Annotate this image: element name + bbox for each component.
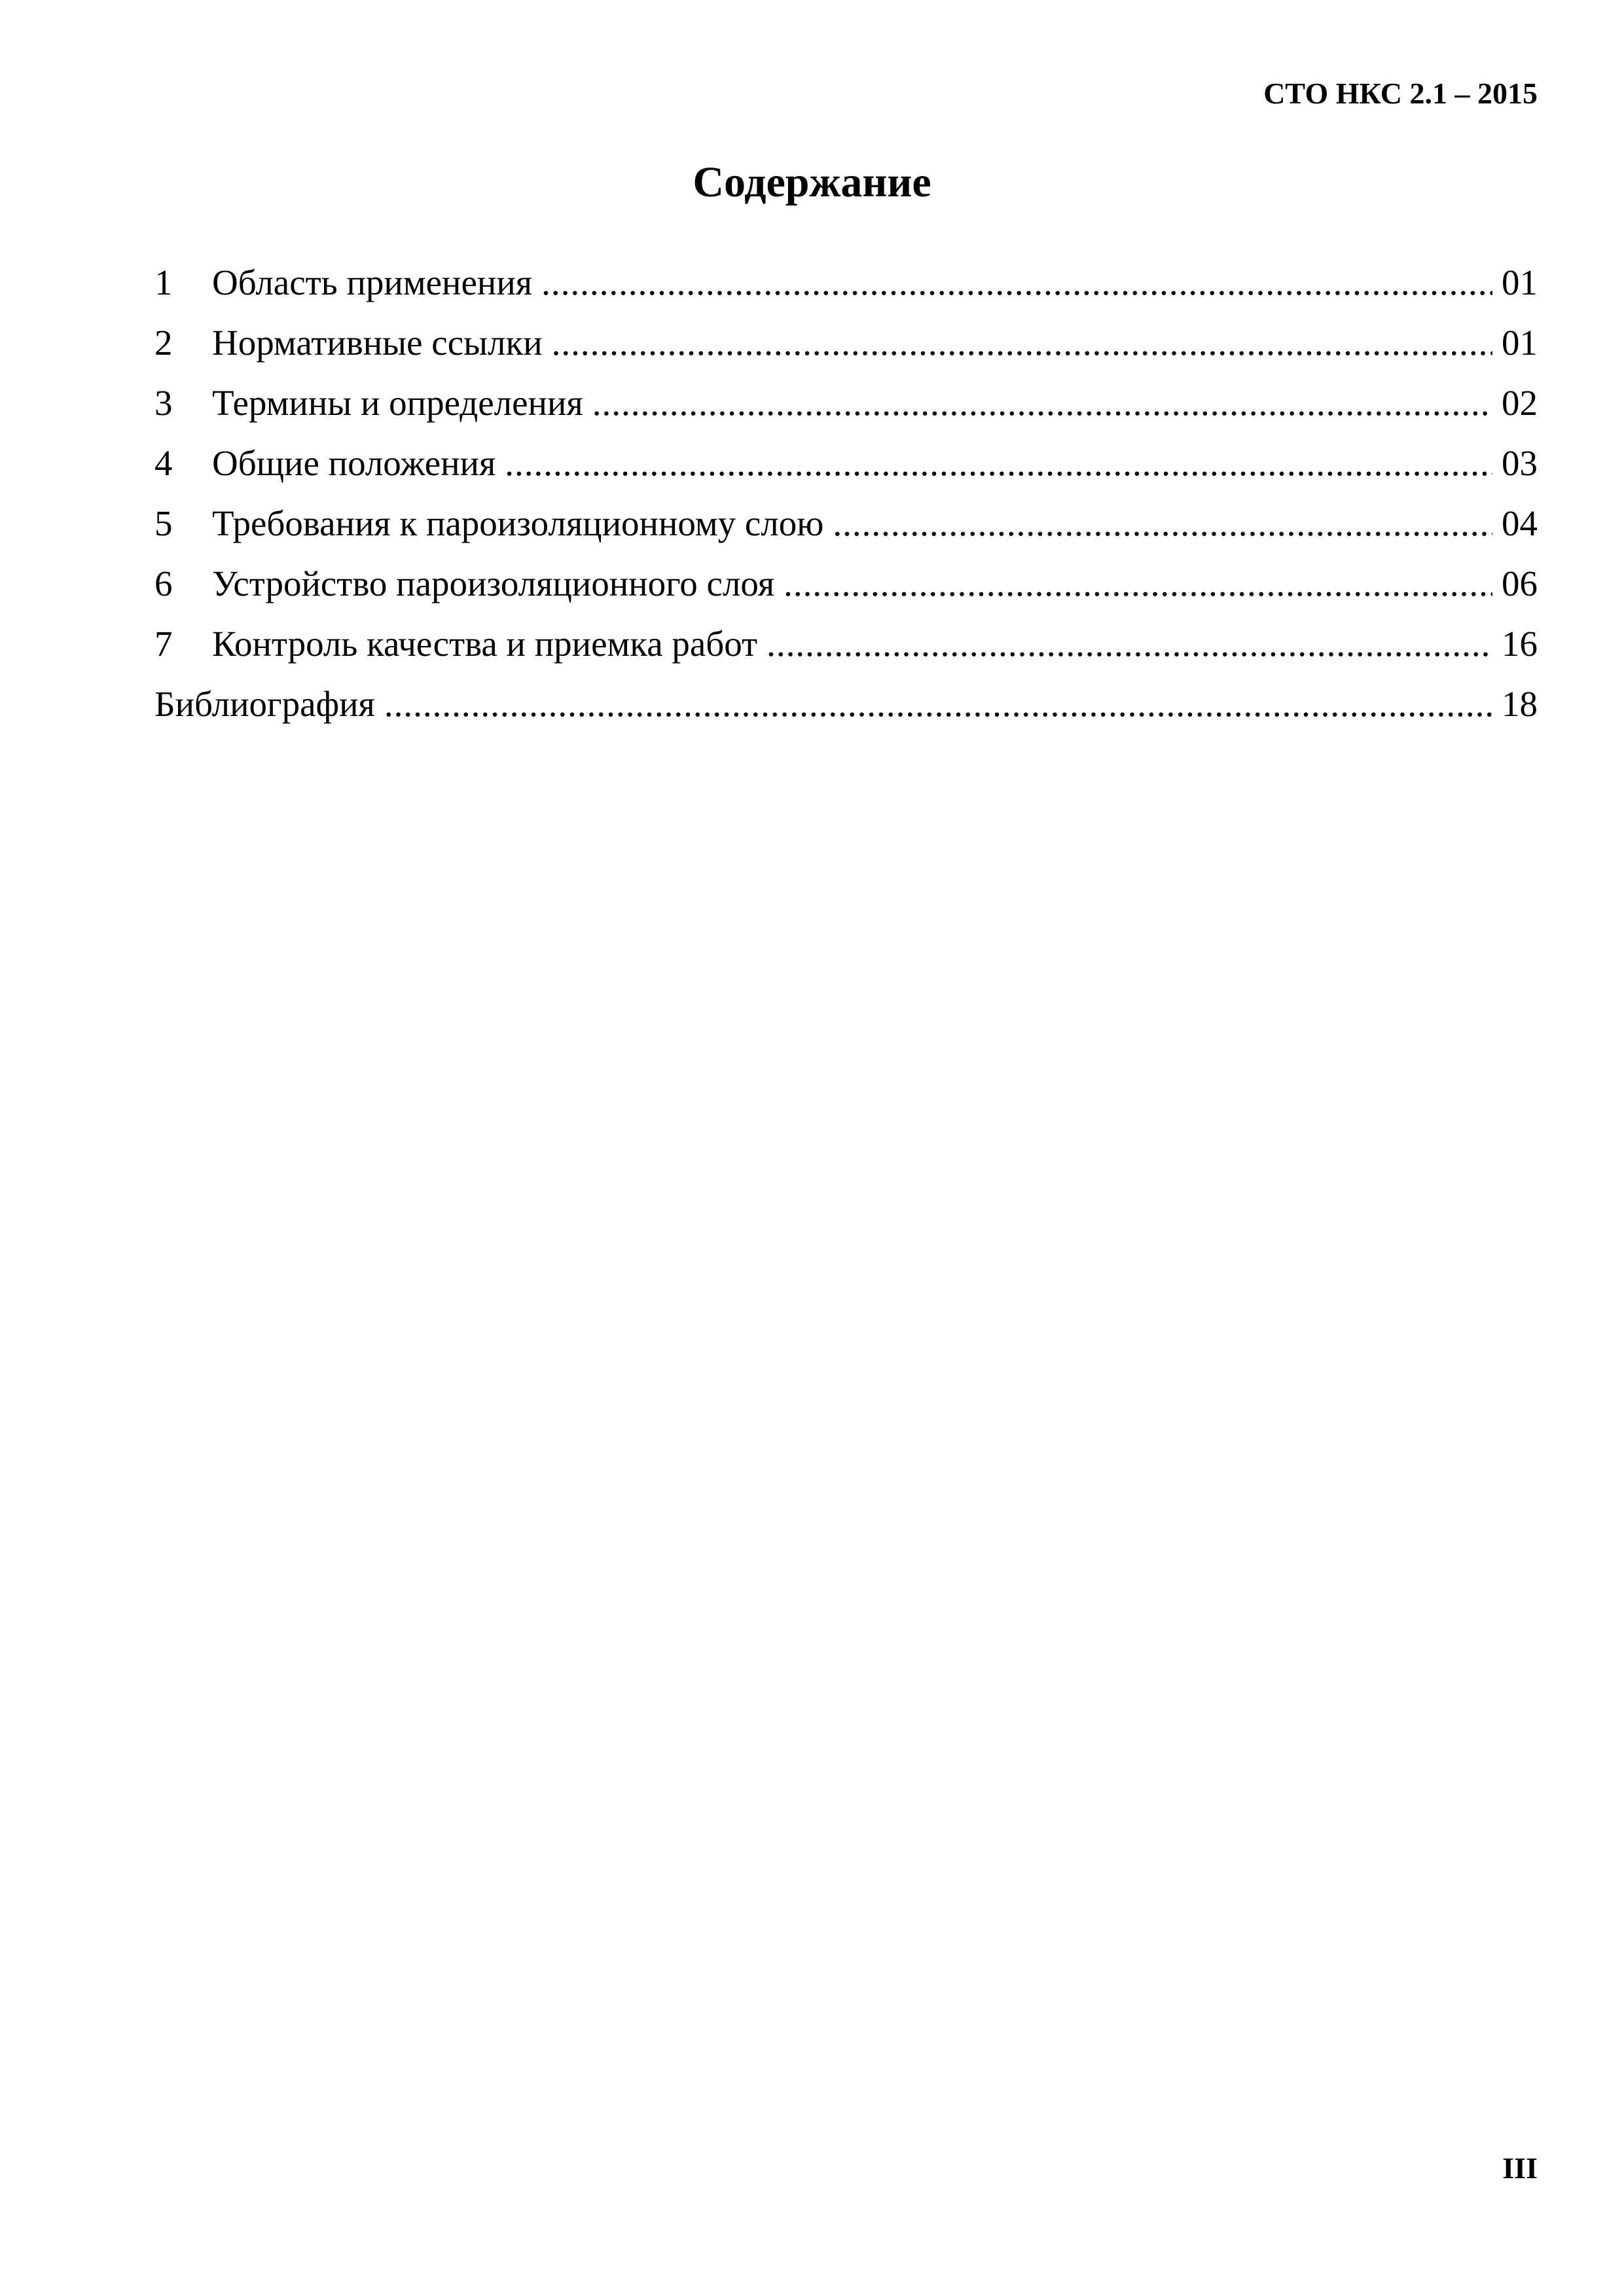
toc-entry-number: 5 (154, 503, 173, 543)
toc-entry-page: 18 (1502, 684, 1538, 724)
toc-entry-bibliography[interactable] (154, 686, 1538, 746)
toc-entry-2[interactable] (154, 325, 1538, 385)
toc-entry-title: Библиография (154, 684, 375, 724)
toc-entry-page: 01 (1502, 323, 1538, 363)
toc-entry-title: Термины и определения (212, 383, 583, 423)
toc-entry-6[interactable] (154, 565, 1538, 626)
toc-entry-number: 3 (154, 383, 173, 423)
toc-entry-number: 6 (154, 564, 173, 603)
toc-entry-page: 06 (1502, 564, 1538, 603)
toc-dot-leader (384, 686, 1492, 722)
toc-entry-number: 4 (154, 443, 173, 483)
toc-entry-number: 7 (154, 624, 173, 664)
toc-entry-number: 1 (154, 262, 173, 302)
toc-dot-leader (833, 505, 1492, 541)
document-code: СТО НКС 2.1 – 2015 (1263, 77, 1538, 110)
toc-dot-leader (505, 445, 1492, 481)
toc-dot-leader (767, 626, 1492, 662)
toc-entry-page: 01 (1502, 262, 1538, 302)
toc-entry-page: 16 (1502, 624, 1538, 664)
toc-entry-title: Контроль качества и приемка работ (212, 624, 758, 664)
toc-entry-1[interactable] (154, 264, 1538, 325)
toc-entry-number: 2 (154, 323, 173, 363)
toc-dot-leader (552, 325, 1492, 361)
toc-entry-title: Общие положения (212, 443, 496, 483)
toc-entry-page: 03 (1502, 443, 1538, 483)
toc-entry-title: Нормативные ссылки (212, 323, 543, 363)
toc-dot-leader (592, 385, 1492, 421)
toc-heading: Содержание (693, 158, 931, 206)
toc-entry-title: Область применения (212, 262, 533, 302)
toc-entry-page: 02 (1502, 383, 1538, 423)
toc-entry-7[interactable] (154, 626, 1538, 686)
toc-entry-title: Требования к пароизоляционному слою (212, 503, 824, 543)
toc-entry-page: 04 (1502, 503, 1538, 543)
toc-entry-5[interactable] (154, 505, 1538, 565)
toc-dot-leader (784, 565, 1492, 601)
page-number: III (1502, 2151, 1538, 2185)
table-of-contents (154, 264, 1538, 746)
toc-entry-4[interactable] (154, 445, 1538, 505)
toc-entry-title: Устройство пароизоляционного слоя (212, 564, 775, 603)
toc-dot-leader (541, 264, 1492, 300)
toc-entry-3[interactable] (154, 385, 1538, 445)
